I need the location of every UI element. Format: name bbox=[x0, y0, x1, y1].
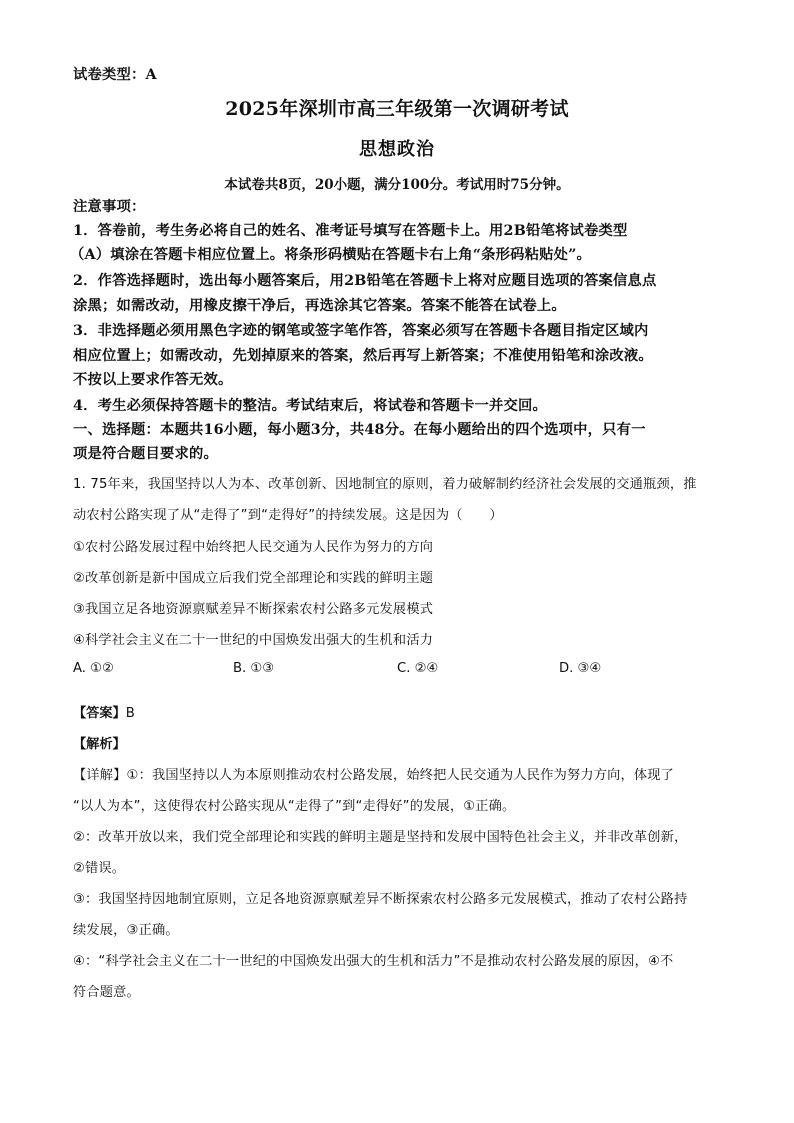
explanation-line: “以人为本”，这使得农村公路实现从“走得了”到“走得好”的发展，①正确。 bbox=[73, 799, 516, 814]
note-line: 1．答卷前，考生务必将自己的姓名、准考证号填写在答题卡上。用2B铅笔将试卷类型 bbox=[73, 223, 628, 239]
note-line: （A）填涂在答题卡相应位置上。将条形码横贴在答题卡右上角“条形码粘贴处”。 bbox=[70, 247, 592, 263]
answer-value: B bbox=[125, 706, 135, 721]
subject-title: 思想政治 bbox=[359, 139, 435, 160]
explanation-line: ③：我国坚持因地制宜原则，立足各地资源禀赋差异不断探索农村公路多元发展模式，推动了农村公路持 bbox=[73, 892, 688, 907]
question-stem: 1. 75年来，我国坚持以人为本、改革创新、因地制宜的原则，着力破解制约经济社会发展的交通瓶颈，推 bbox=[73, 477, 697, 492]
note-line: 涂黑；如需改动，用橡皮擦干净后，再选涂其它答案。答案不能答在试卷上。 bbox=[73, 298, 566, 314]
statement-1: ①农村公路发展过程中始终把人民交通为人民作为努力的方向 bbox=[73, 540, 434, 555]
explanation-line: ②：改革开放以来，我们党全部理论和实践的鲜明主题是坚持和发展中国特色社会主义，并非改革创新， bbox=[73, 830, 688, 845]
exam-title: 2025年深圳市高三年级第一次调研考试 bbox=[225, 98, 569, 120]
section-heading: 一、选择题：本题共16小题，每小题3分，共48分。在每小题给出的四个选项中，只有一 bbox=[73, 422, 646, 438]
option-d: D. ③④ bbox=[559, 661, 602, 676]
note-line: 2．作答选择题时，选出每小题答案后，用2B铅笔在答题卡上将对应题目选项的答案信息点 bbox=[73, 273, 657, 289]
explanation-line: ②错误。 bbox=[73, 861, 126, 876]
option-a: A. ①② bbox=[73, 661, 114, 676]
explanation-line: 【详解】①：我国坚持以人为本原则推动农村公路发展，始终把人民交通为人民作为努力方向，体现了 bbox=[73, 768, 675, 783]
explanation-line: ④：“科学社会主义在二十一世纪的中国焕发出强大的生机和活力”不是推动农村公路发展的原因，④不 bbox=[73, 954, 674, 969]
exam-info: 本试卷共8页，20小题，满分100分。考试用时75分钟。 bbox=[224, 177, 570, 193]
analysis-label: 【解析】 bbox=[73, 737, 126, 752]
note-line: 相应位置上；如需改动，先划掉原来的答案，然后再写上新答案；不准使用铅笔和涂改液。 bbox=[73, 348, 653, 364]
answer-label: 【答案】 bbox=[73, 706, 126, 721]
option-c: C. ②④ bbox=[397, 661, 439, 676]
option-b: B. ①③ bbox=[233, 661, 275, 676]
note-line: 不按以上要求作答无效。 bbox=[73, 372, 233, 388]
answer-line bbox=[73, 702, 135, 721]
note-line: 4．考生必须保持答题卡的整洁。考试结束后，将试卷和答题卡一并交回。 bbox=[73, 398, 548, 414]
note-line: 3．非选择题必须用黑色字迹的钢笔或签字笔作答，答案必须写在答题卡各题目指定区域内 bbox=[73, 323, 649, 339]
explanation-line: 续发展，③正确。 bbox=[73, 923, 179, 938]
explanation-line: 符合题意。 bbox=[73, 985, 140, 1000]
question-stem-cont: 动农村公路实现了从“走得了”到“走得好”的持续发展。这是因为（ ） bbox=[73, 508, 503, 523]
statement-4: ④科学社会主义在二十一世纪的中国焕发出强大的生机和活力 bbox=[73, 633, 434, 648]
paper-type: 试卷类型：A bbox=[73, 67, 157, 83]
notes-heading: 注意事项： bbox=[73, 199, 146, 215]
section-heading-cont: 项是符合题目要求的。 bbox=[73, 446, 218, 462]
statement-3: ③我国立足各地资源禀赋差异不断探索农村公路多元发展模式 bbox=[73, 602, 434, 617]
statement-2: ②改革创新是新中国成立后我们党全部理论和实践的鲜明主题 bbox=[73, 571, 434, 586]
